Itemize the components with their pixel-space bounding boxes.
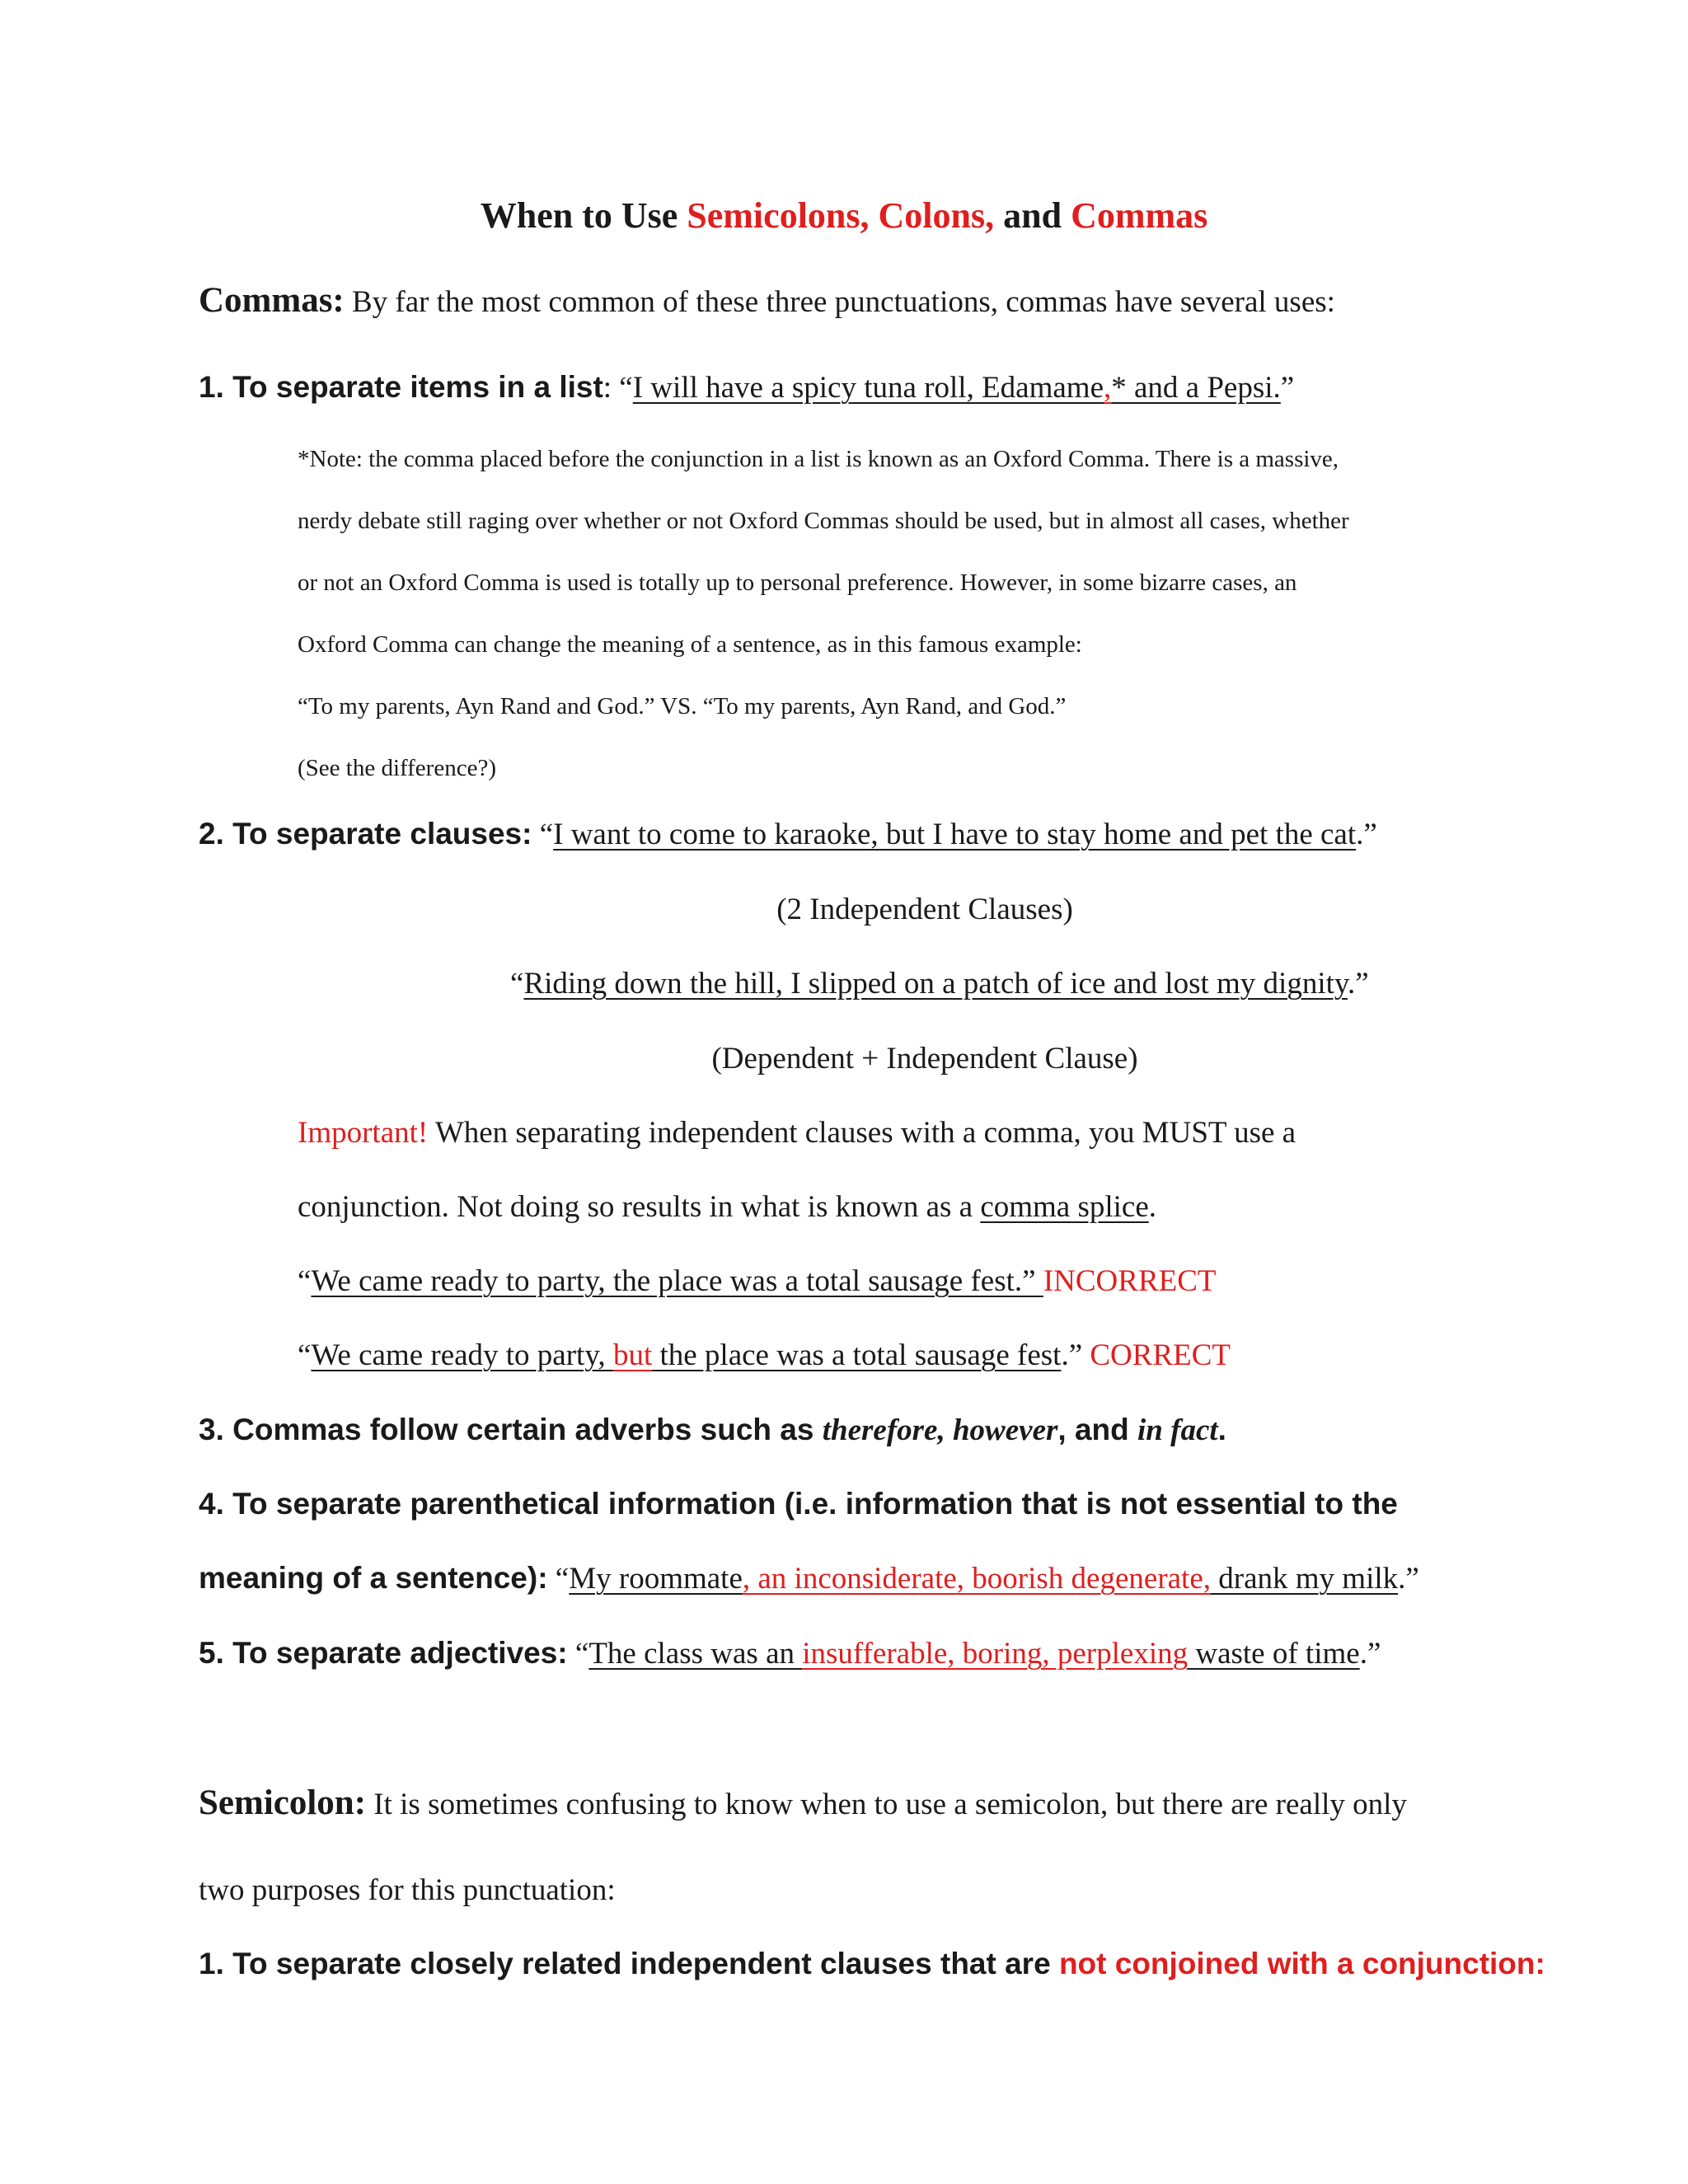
comma-use-5 xyxy=(199,1636,1381,1671)
note-line: *Note: the comma placed before the conjunction in a list is known as an Oxford Comma. There is a massive, xyxy=(298,446,1339,472)
incorrect-example xyxy=(298,1263,1217,1299)
semicolon-intro-cont: two purposes for this punctuation: xyxy=(199,1873,616,1907)
example-text: * and a Pepsi. xyxy=(1111,371,1281,405)
comma-use-4-cont xyxy=(199,1561,1419,1596)
punct: .” xyxy=(1061,1338,1090,1372)
title-part: and xyxy=(994,195,1071,236)
note-text: conjunction. Not doing so results in what is known as a xyxy=(298,1190,981,1224)
page-title xyxy=(0,194,1688,237)
item-label: 1. To separate closely related independent clauses that are xyxy=(199,1947,1059,1980)
punct: “ xyxy=(547,1562,570,1596)
adverb-list: therefore, however xyxy=(822,1413,1058,1447)
punct: ” xyxy=(1280,371,1295,405)
important-note xyxy=(298,1115,1296,1151)
punct: .” xyxy=(1359,1637,1381,1671)
incorrect-tag: INCORRECT xyxy=(1043,1264,1217,1298)
section-heading: Semicolon: xyxy=(199,1783,367,1822)
example-text: The class was an xyxy=(588,1637,803,1671)
item-label: 5. To separate adjectives: xyxy=(199,1636,568,1670)
semicolon-heading-line xyxy=(199,1783,1407,1823)
correct-example xyxy=(298,1338,1231,1373)
item-label: 2. To separate clauses: xyxy=(199,817,532,851)
example-text: We came ready to party, the place was a total sausage fest.” xyxy=(311,1264,1043,1298)
section-intro: It is sometimes confusing to know when to use a semicolon, but there are really only xyxy=(366,1788,1407,1821)
item-label: 3. Commas follow certain adverbs such as xyxy=(199,1413,823,1446)
punct: “ xyxy=(567,1637,589,1671)
item-label: 1. To separate items in a list xyxy=(199,370,603,404)
example-text: Riding down the hill, I slipped on a patch of ice and lost my dignity xyxy=(523,967,1348,1001)
example-highlight: , xyxy=(1104,371,1112,405)
term: comma splice xyxy=(980,1190,1149,1224)
title-highlight: Commas xyxy=(1071,195,1208,236)
important-label: Important! xyxy=(298,1116,429,1150)
example-highlight: , an inconsiderate, boorish degenerate, xyxy=(742,1562,1212,1596)
note-line: (See the difference?) xyxy=(298,755,496,781)
note-text: When separating independent clauses with a comma, you MUST use a xyxy=(428,1116,1296,1150)
semicolon-use-1 xyxy=(199,1947,1545,1982)
title-highlight: Semicolons, Colons, xyxy=(687,195,995,236)
section-intro: By far the most common of these three punctuations, commas have several uses: xyxy=(344,285,1335,319)
punct: . xyxy=(1148,1190,1157,1224)
punct: . xyxy=(1217,1413,1226,1446)
punct: “ xyxy=(298,1264,312,1298)
commas-heading-line xyxy=(199,280,1335,321)
note-line: “To my parents, Ayn Rand and God.” VS. “To my parents, Ayn Rand, and God.” xyxy=(298,693,1067,719)
note-line: Oxford Comma can change the meaning of a sentence, as in this famous example: xyxy=(298,631,1082,658)
punct: .” xyxy=(1356,818,1377,851)
punct: .” xyxy=(1347,967,1369,1001)
example-highlight: insufferable, boring, perplexing xyxy=(802,1637,1189,1671)
title-part: When to Use xyxy=(480,195,687,236)
section-heading: Commas: xyxy=(199,281,345,320)
item-label: meaning of a sentence): xyxy=(199,1561,548,1595)
adverb-list: in fact xyxy=(1137,1413,1218,1447)
note-line: nerdy debate still raging over whether or not Oxford Commas should be used, but in almost all cases, whether xyxy=(298,508,1349,534)
comma-use-2 xyxy=(199,817,1377,852)
item-label: , and xyxy=(1057,1413,1138,1446)
example-text: My roommate xyxy=(569,1562,743,1596)
example-text: drank my milk xyxy=(1211,1562,1399,1596)
example-text: I will have a spicy tuna roll, Edamame xyxy=(632,371,1104,405)
important-note-cont xyxy=(298,1189,1156,1225)
example-text: I want to come to karaoke, but I have to stay home and pet the cat xyxy=(553,818,1357,851)
clause-example-2 xyxy=(510,966,1369,1001)
comma-use-1 xyxy=(199,370,1294,405)
correct-tag: CORRECT xyxy=(1090,1338,1231,1372)
example-text: the place was a total sausage fest xyxy=(652,1338,1062,1372)
item-highlight: not conjoined with a conjunction: xyxy=(1058,1947,1545,1980)
punct: “ xyxy=(532,818,554,851)
punct: : “ xyxy=(603,371,633,405)
punct: .” xyxy=(1398,1562,1419,1596)
item-label: 4. To separate parenthetical information (i.e. information that is not essential to the xyxy=(199,1487,1398,1521)
example-note: (Dependent + Independent Clause) xyxy=(711,1042,1138,1076)
note-line: or not an Oxford Comma is used is totally up to personal preference. However, in some bizarre cases, an xyxy=(298,569,1297,596)
punct: “ xyxy=(298,1338,312,1372)
punct: “ xyxy=(510,967,524,1001)
example-text: We came ready to party, xyxy=(311,1338,613,1372)
example-note: (2 Independent Clauses) xyxy=(776,893,1073,926)
comma-use-3 xyxy=(199,1413,1226,1448)
example-text: waste of time xyxy=(1188,1637,1360,1671)
example-highlight: but xyxy=(612,1338,653,1372)
comma-use-4 xyxy=(199,1487,1398,1522)
